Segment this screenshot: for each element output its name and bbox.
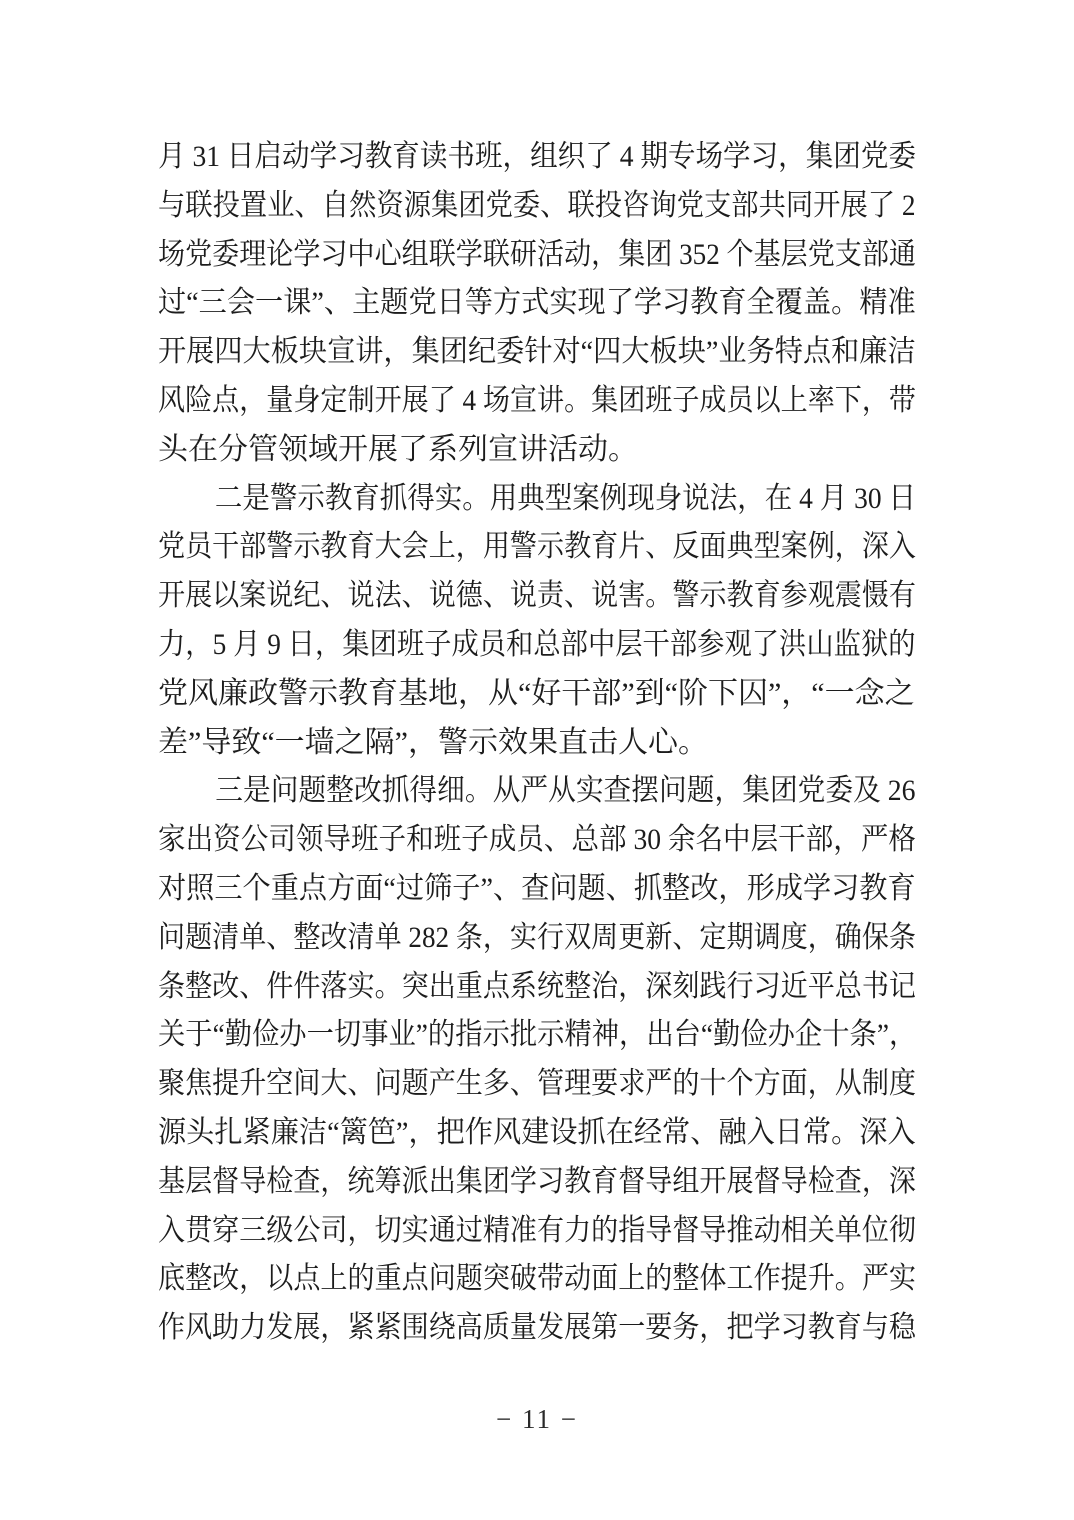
text-line: 二是警示教育抓得实。用典型案例现身说法，在 4 月 30 日 xyxy=(214,481,916,515)
text-line: 对照三个重点方面“过筛子”、查问题、抓整改，形成学习教育 xyxy=(158,871,916,905)
text-line: 作风助力发展，紧紧围绕高质量发展第一要务，把学习教育与稳 xyxy=(158,1311,916,1345)
text-line: 三是问题整改抓得细。从严从实查摆问题，集团党委及 26 xyxy=(215,774,916,808)
text-line: 头在分管领域开展了系列宣讲活动。 xyxy=(158,432,638,466)
text-line: 场党委理论学习中心组联学联研活动，集团 352 个基层党支部通 xyxy=(158,237,916,271)
text-line: 聚焦提升空间大、问题产生多、管理要求严的十个方面，从制度 xyxy=(158,1067,916,1101)
text-line: 党风廉政警示教育基地，从“好干部”到“阶下囚”，“一念之 xyxy=(158,676,915,710)
body-text xyxy=(158,133,916,1353)
text-line: 党员干部警示教育大会上，用警示教育片、反面典型案例，深入 xyxy=(158,530,916,564)
text-line: 入贯穿三级公司，切实通过精准有力的指导督导推动相关单位彻 xyxy=(158,1213,916,1247)
text-line: 基层督导检查，统筹派出集团学习教育督导组开展督导检查，深 xyxy=(158,1164,916,1198)
text-line: 底整改，以点上的重点问题突破带动面上的整体工作提升。严实 xyxy=(158,1262,916,1296)
text-line: 风险点，量身定制开展了 4 场宣讲。集团班子成员以上率下，带 xyxy=(158,383,916,417)
text-line: 条整改、件件落实。突出重点系统整治，深刻践行习近平总书记 xyxy=(158,969,916,1003)
text-line: 力，5 月 9 日，集团班子成员和总部中层干部参观了洪山监狱的 xyxy=(158,627,916,661)
text-line: 过“三会一课”、主题党日等方式实现了学习教育全覆盖。精准 xyxy=(158,286,916,320)
text-line: 差”导致“一墙之隔”，警示效果直击人心。 xyxy=(158,725,708,759)
page-number: − 11 − xyxy=(496,1404,578,1434)
text-line: 与联投置业、自然资源集团党委、联投咨询党支部共同开展了 2 xyxy=(158,188,916,222)
text-line: 月 31 日启动学习教育读书班，组织了 4 期专场学习，集团党委 xyxy=(158,140,916,173)
text-line: 家出资公司领导班子和班子成员、总部 30 余名中层干部，严格 xyxy=(158,823,916,857)
text-line: 问题清单、整改清单 282 条，实行双周更新、定期调度，确保条 xyxy=(158,920,916,954)
text-line: 关于“勤俭办一切事业”的指示批示精神，出台“勤俭办企十条”， xyxy=(158,1018,917,1052)
text-line: 开展以案说纪、说法、说德、说责、说害。警示教育参观震慑有 xyxy=(158,579,916,613)
text-line: 开展四大板块宣讲，集团纪委针对“四大板块”业务特点和廉洁 xyxy=(158,335,916,369)
text-line: 源头扎紧廉洁“篱笆”，把作风建设抓在经常、融入日常。深入 xyxy=(158,1115,916,1149)
